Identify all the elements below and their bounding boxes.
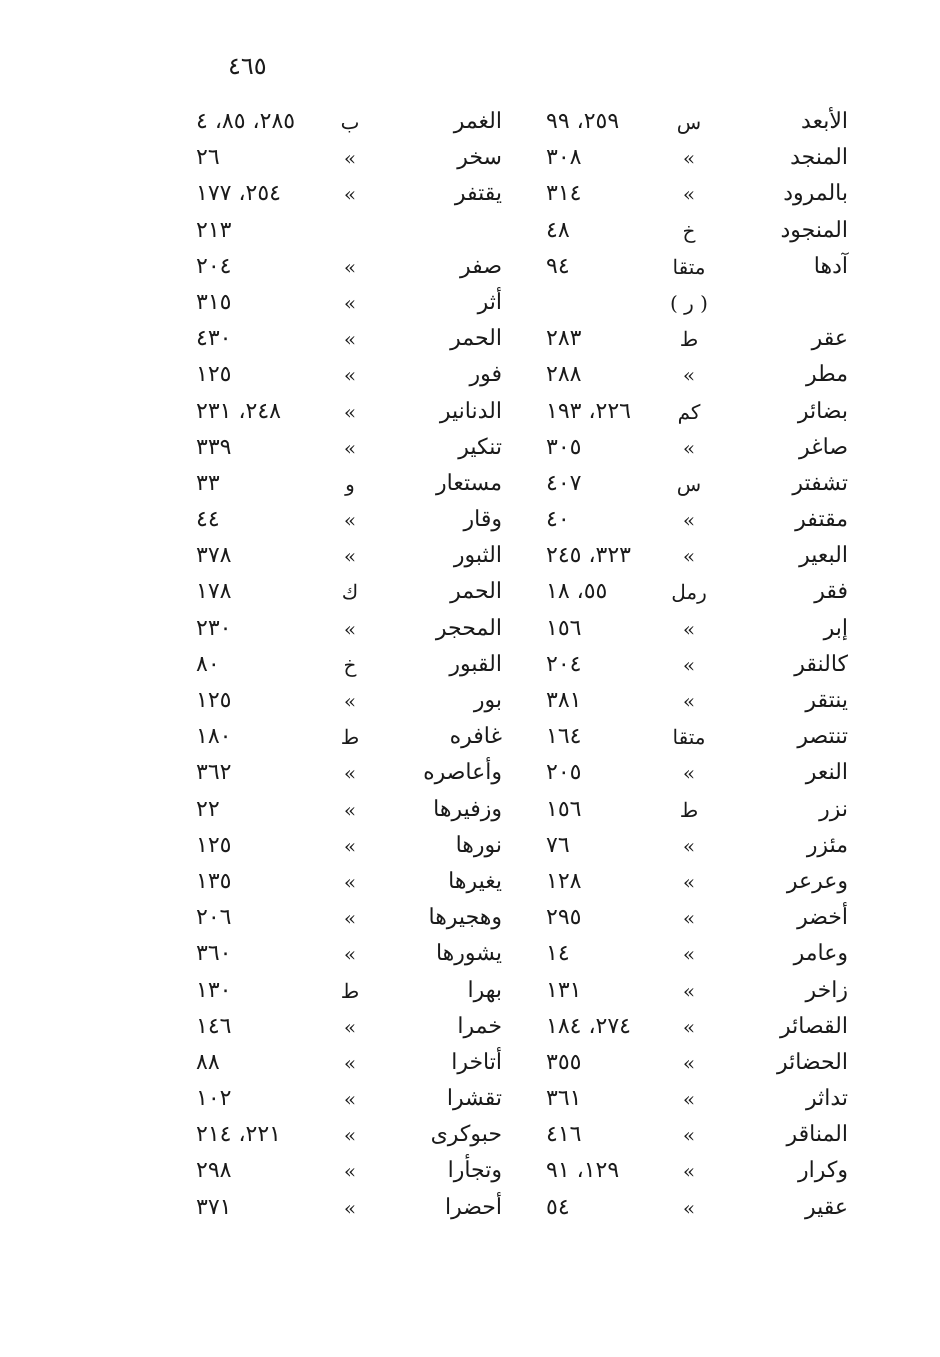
right-word: البعير — [799, 543, 848, 569]
right-word: تنتصر — [797, 724, 848, 750]
right-page-numbers: ٤١٦ — [546, 1122, 582, 1148]
index-row — [0, 215, 940, 251]
right-marker: » — [682, 906, 696, 931]
right-marker: » — [682, 616, 696, 641]
index-row — [0, 576, 940, 612]
right-page-numbers: ١٤ — [546, 941, 570, 967]
right-marker: كم — [677, 399, 701, 424]
left-page-numbers: ٢٤٨، ٢٣١ — [196, 398, 281, 424]
index-row — [0, 613, 940, 649]
left-word: القبور — [449, 651, 502, 677]
index-row — [0, 251, 940, 287]
left-word: تقشرا — [446, 1086, 502, 1112]
left-word: الثبور — [453, 543, 502, 569]
left-word: الحمر — [450, 326, 502, 352]
left-page-numbers: ٣٧٨ — [196, 543, 232, 569]
right-marker: س — [676, 110, 702, 134]
right-page-numbers: ٣٢٣، ٢٤٥ — [546, 543, 631, 569]
left-marker: » — [343, 1123, 357, 1148]
left-page-numbers: ١٠٢ — [196, 1086, 232, 1112]
left-page-numbers: ٣٧١ — [196, 1194, 232, 1220]
right-page-numbers: ٣١٤ — [546, 181, 582, 207]
right-page-numbers: ٣٥٥ — [546, 1049, 582, 1075]
right-marker: » — [682, 1123, 696, 1148]
left-marker: خ — [343, 652, 357, 677]
index-row — [0, 757, 940, 793]
index-row — [0, 106, 940, 142]
right-page-numbers: ١٥٦ — [546, 796, 582, 822]
index-row — [0, 287, 940, 323]
right-word: وكرار — [798, 1158, 848, 1184]
right-word: وعامر — [793, 941, 848, 967]
left-word: نورها — [455, 832, 502, 858]
left-word: خمرا — [457, 1013, 502, 1039]
left-word: وزفيرها — [433, 796, 502, 822]
left-page-numbers: ٣٦٠ — [196, 941, 232, 967]
left-marker: » — [343, 435, 357, 460]
left-marker: و — [345, 471, 355, 496]
right-page-numbers: ٤٨ — [546, 217, 570, 243]
right-word: المنجد — [790, 145, 848, 171]
left-page-numbers: ٢٨٥، ٨٥، ٤ — [196, 109, 296, 134]
left-page-numbers: ٢٢ — [196, 796, 220, 822]
left-page-numbers: ٤٤ — [196, 507, 220, 533]
left-word: تنكير — [458, 434, 502, 460]
left-word: غافره — [449, 724, 502, 750]
right-page-numbers: ١٦٤ — [546, 724, 582, 750]
index-table — [0, 106, 940, 1228]
left-page-numbers: ١٣٠ — [196, 977, 232, 1003]
index-row — [0, 721, 940, 757]
left-word: بهرا — [467, 977, 502, 1003]
right-page-numbers: ٢٧٤، ١٨٤ — [546, 1013, 631, 1039]
left-page-numbers: ٨٨ — [196, 1049, 220, 1075]
left-page-numbers: ٢٢١، ٢١٤ — [196, 1122, 281, 1148]
right-page-numbers: ١٢٨ — [546, 868, 582, 894]
index-row — [0, 794, 940, 830]
left-word: الغمر — [453, 109, 502, 134]
left-word: أثر — [477, 289, 502, 315]
right-page-numbers: ٢٨٨ — [546, 362, 582, 388]
index-row — [0, 359, 940, 395]
right-marker: » — [682, 1195, 696, 1220]
index-row — [0, 830, 940, 866]
index-row — [0, 540, 940, 576]
left-marker: » — [343, 1087, 357, 1112]
left-marker: » — [343, 182, 357, 207]
right-page-numbers: ١٣١ — [546, 977, 582, 1003]
left-word: يغيرها — [448, 868, 502, 894]
left-marker: ب — [340, 110, 360, 134]
right-word: صاغر — [798, 434, 848, 460]
right-word: كالنقر — [794, 651, 848, 677]
left-page-numbers: ٢٩٨ — [196, 1158, 232, 1184]
index-row — [0, 685, 940, 721]
right-page-numbers: ٢٩٥ — [546, 905, 582, 931]
index-row — [0, 866, 940, 902]
left-word: وهجيرها — [428, 905, 502, 931]
right-marker: » — [682, 1050, 696, 1075]
left-marker: ك — [341, 580, 359, 605]
left-page-numbers: ٣٣٩ — [196, 434, 232, 460]
right-word: المنجود — [780, 217, 848, 243]
index-row — [0, 938, 940, 974]
right-marker: » — [682, 689, 696, 713]
left-page-numbers: ٤٣٠ — [196, 326, 232, 352]
left-marker: » — [343, 146, 357, 171]
left-page-numbers: ١٢٥ — [196, 688, 232, 713]
right-marker: ط — [679, 327, 699, 352]
right-marker: » — [682, 146, 696, 171]
left-marker: » — [343, 1159, 357, 1184]
left-marker: » — [343, 616, 357, 641]
right-page-numbers: ٣٨١ — [546, 688, 582, 713]
left-word: بور — [473, 688, 502, 713]
right-page-numbers: ١٢٩، ٩١ — [546, 1158, 620, 1184]
index-row — [0, 504, 940, 540]
left-word: الدنانير — [439, 398, 502, 424]
left-marker: » — [343, 363, 357, 388]
left-word: يقتفر — [454, 181, 502, 207]
index-row — [0, 1155, 940, 1191]
right-page-numbers: ٥٤ — [546, 1194, 570, 1220]
left-marker: » — [343, 399, 357, 424]
right-marker: » — [682, 182, 696, 207]
left-marker: ط — [340, 725, 360, 750]
left-page-numbers: ١٢٥ — [196, 362, 232, 388]
left-page-numbers: ٣١٥ — [196, 289, 232, 315]
right-marker: متقا — [672, 725, 706, 750]
left-marker: » — [343, 761, 357, 786]
left-marker: » — [343, 869, 357, 894]
right-marker: متقا — [672, 254, 706, 279]
left-marker: » — [343, 254, 357, 279]
right-word: نزر — [819, 796, 848, 822]
right-page-numbers: ١٥٦ — [546, 615, 582, 641]
index-row — [0, 1192, 940, 1228]
left-page-numbers: ٣٣ — [196, 470, 220, 496]
left-word: أحضرا — [444, 1194, 502, 1220]
right-word: عقير — [804, 1194, 848, 1220]
right-marker: » — [682, 942, 696, 967]
left-word: المحجر — [435, 615, 502, 641]
right-page-numbers: ٤٠ — [546, 507, 570, 533]
right-marker: » — [682, 652, 696, 677]
left-marker: » — [343, 833, 357, 858]
left-word: الحمر — [450, 579, 502, 605]
right-page-numbers: ٣٠٨ — [546, 145, 582, 171]
right-page-numbers: ٥٥، ١٨ — [546, 579, 608, 605]
right-word: مطر — [806, 362, 848, 388]
right-page-numbers: ٢٥٩، ٩٩ — [546, 109, 620, 134]
right-page-numbers: ٣٠٥ — [546, 434, 582, 460]
right-marker: » — [682, 761, 696, 786]
right-marker: » — [682, 833, 696, 858]
right-word: مئزر — [806, 832, 848, 858]
left-marker: » — [343, 942, 357, 967]
left-page-numbers: ١٢٥ — [196, 832, 232, 858]
index-row — [0, 1011, 940, 1047]
index-row — [0, 142, 940, 178]
right-word: زاخر — [805, 977, 848, 1003]
left-word: وتجأرا — [447, 1158, 502, 1184]
right-word: النعر — [805, 760, 848, 786]
left-page-numbers: ٨٠ — [196, 651, 220, 677]
left-marker: ط — [340, 978, 360, 1003]
left-page-numbers: ١٨٠ — [196, 724, 232, 750]
right-marker: رمل — [671, 580, 707, 605]
right-marker: ( ر ) — [670, 290, 708, 315]
right-marker: » — [682, 1087, 696, 1112]
left-marker: » — [343, 797, 357, 822]
index-row — [0, 1083, 940, 1119]
right-word: آدها — [813, 253, 848, 279]
right-marker: » — [682, 869, 696, 894]
right-word: تداثر — [805, 1086, 848, 1112]
index-row — [0, 1047, 940, 1083]
left-page-numbers: ٢٦ — [196, 145, 220, 171]
right-marker: س — [676, 471, 702, 496]
left-word: فور — [469, 362, 502, 388]
right-word: إبر — [823, 615, 848, 641]
left-marker: » — [343, 1195, 357, 1220]
right-page-numbers: ٤٠٧ — [546, 470, 582, 496]
right-marker: خ — [682, 218, 696, 243]
right-page-numbers: ٢٠٥ — [546, 760, 582, 786]
right-page-numbers: ٢٨٣ — [546, 326, 582, 352]
right-marker: » — [682, 1014, 696, 1039]
left-marker: » — [343, 1014, 357, 1039]
index-row — [0, 975, 940, 1011]
left-page-numbers: ٢٣٠ — [196, 615, 232, 641]
right-word: القصائر — [780, 1013, 848, 1039]
right-word: فقر — [814, 579, 848, 605]
left-marker: » — [343, 327, 357, 352]
left-word: حبوكرى — [430, 1122, 502, 1148]
right-word: وعرعر — [786, 868, 848, 894]
left-page-numbers: ٣٦٢ — [196, 760, 232, 786]
left-word: يشورها — [435, 941, 502, 967]
left-page-numbers: ٢٥٤، ١٧٧ — [196, 181, 281, 207]
index-row — [0, 1119, 940, 1155]
right-word: مقتفر — [795, 507, 848, 533]
right-page-numbers: ٩٤ — [546, 253, 570, 279]
page-number: ٤٦٥ — [228, 52, 267, 80]
left-word: وقار — [463, 507, 502, 533]
left-word: سخر — [457, 145, 502, 171]
right-page-numbers: ٢٠٤ — [546, 651, 582, 677]
left-page-numbers: ١٧٨ — [196, 579, 232, 605]
right-page-numbers: ٣٦١ — [546, 1086, 582, 1112]
right-word: تشفتر — [792, 470, 848, 496]
left-page-numbers: ١٣٥ — [196, 868, 232, 894]
right-word: الحضائر — [776, 1049, 848, 1075]
left-page-numbers: ٢٠٦ — [196, 905, 232, 931]
left-marker: » — [343, 508, 357, 533]
right-word: أخضر — [797, 905, 848, 931]
right-word: المناقر — [786, 1122, 848, 1148]
right-page-numbers: ٧٦ — [546, 832, 570, 858]
index-row — [0, 396, 940, 432]
left-word: صفر — [460, 253, 502, 279]
right-marker: ط — [679, 797, 699, 822]
index-row — [0, 178, 940, 214]
right-marker: » — [682, 435, 696, 460]
left-marker: » — [343, 1050, 357, 1075]
right-marker: » — [682, 978, 696, 1003]
right-word: بضائر — [797, 398, 848, 424]
left-marker: » — [343, 689, 357, 713]
index-row — [0, 468, 940, 504]
left-page-numbers: ٢٠٤ — [196, 253, 232, 279]
left-page-numbers: ١٤٦ — [196, 1013, 232, 1039]
right-marker: » — [682, 1159, 696, 1184]
left-word: أتاخرا — [451, 1049, 502, 1075]
left-page-numbers: ٢١٣ — [196, 217, 232, 243]
left-marker: » — [343, 290, 357, 315]
right-word: ينتقر — [805, 688, 848, 713]
index-row — [0, 432, 940, 468]
index-row — [0, 323, 940, 359]
left-marker: » — [343, 544, 357, 569]
left-word: وأعاصره — [423, 760, 502, 786]
right-word: عقر — [811, 326, 848, 352]
right-marker: » — [682, 544, 696, 569]
right-page-numbers: ٢٢٦، ١٩٣ — [546, 398, 631, 424]
index-row — [0, 902, 940, 938]
right-marker: » — [682, 363, 696, 388]
right-word: بالمرود — [783, 181, 848, 207]
right-marker: » — [682, 508, 696, 533]
right-word: الأبعد — [801, 109, 848, 134]
left-word: مستعار — [436, 470, 502, 496]
index-row — [0, 649, 940, 685]
left-marker: » — [343, 906, 357, 931]
